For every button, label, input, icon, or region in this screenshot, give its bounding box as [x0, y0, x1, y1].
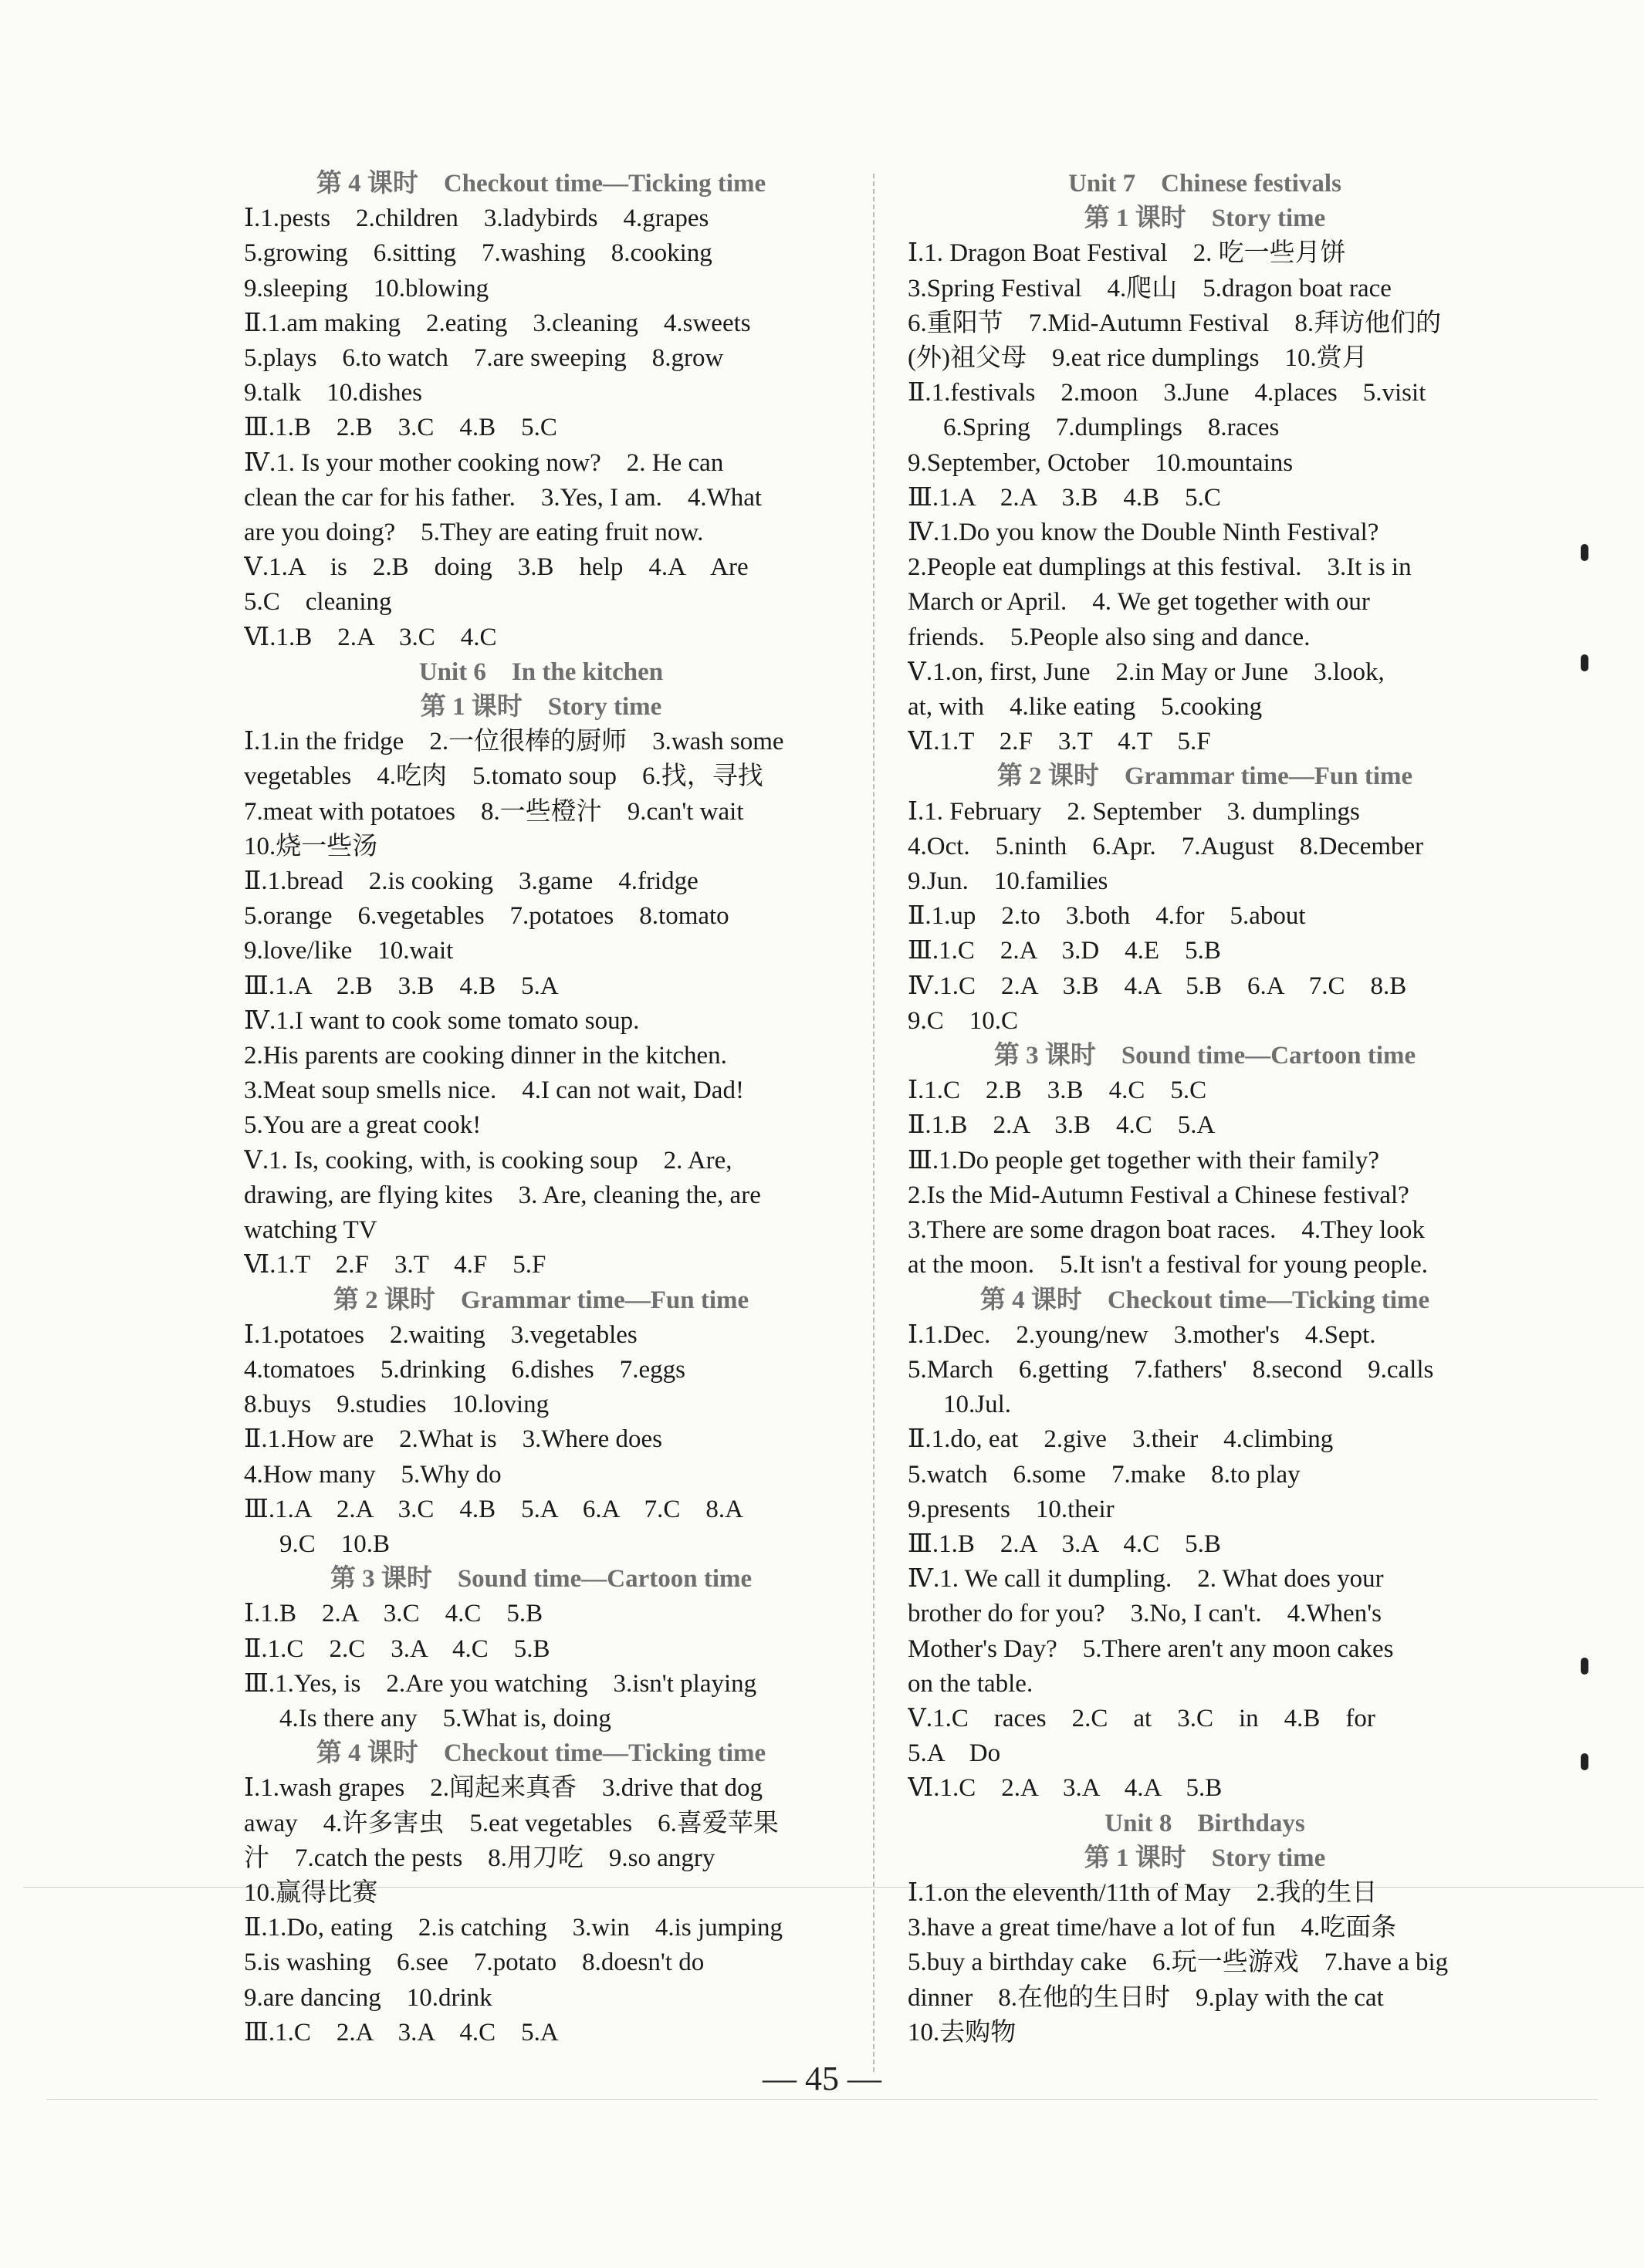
- answer-line: (外)祖父母 9.eat rice dumplings 10.赏月: [908, 344, 1368, 373]
- answer-line: 9.September, October 10.mountains: [908, 448, 1294, 477]
- answer-line: brother do for you? 3.No, I can't. 4.When's: [908, 1600, 1382, 1628]
- section-heading: Unit 7 Chinese festivals: [1068, 170, 1341, 198]
- left-answer-column: [244, 167, 838, 2050]
- section-heading: 第 3 课时 Sound time—Cartoon time: [993, 1042, 1416, 1070]
- answer-line: clean the car for his father. 3.Yes, I am. 4.What: [244, 483, 763, 512]
- answer-line: friends. 5.People also sing and dance.: [908, 623, 1311, 651]
- answer-line: 9.sleeping 10.blowing: [244, 274, 489, 303]
- answer-line: Ⅱ.1.C 2.C 3.A 4.C 5.B: [244, 1634, 550, 1663]
- answer-line: Ⅲ.1.C 2.A 3.D 4.E 5.B: [908, 937, 1221, 965]
- answer-line: Ⅲ.1.A 2.A 3.B 4.B 5.C: [908, 483, 1221, 512]
- answer-line: 9.love/like 10.wait: [244, 937, 454, 965]
- answer-line: 9.presents 10.their: [908, 1495, 1115, 1523]
- answer-line: are you doing? 5.They are eating fruit now.: [244, 519, 704, 547]
- answer-line: Ⅳ.1.I want to cook some tomato soup.: [244, 1006, 640, 1035]
- answer-line: Ⅲ.1.A 2.B 3.B 4.B 5.A: [244, 972, 559, 1000]
- answer-line: 10.去购物: [908, 2018, 1017, 2047]
- section-heading: Unit 6 In the kitchen: [418, 657, 664, 686]
- answer-line: 2.Is the Mid-Autumn Festival a Chinese festival?: [908, 1181, 1409, 1209]
- answer-line: Ⅳ.1. We call it dumpling. 2. What does your: [908, 1565, 1384, 1594]
- answer-line: Ⅰ.1.Dec. 2.young/new 3.mother's 4.Sept.: [908, 1320, 1376, 1349]
- answer-line: Ⅳ.1. Is your mother cooking now? 2. He can: [244, 448, 724, 477]
- answer-line: Ⅵ.1.T 2.F 3.T 4.F 5.F: [244, 1251, 546, 1279]
- answer-line: Ⅱ.1.up 2.to 3.both 4.for 5.about: [908, 902, 1306, 931]
- section-heading: 第 3 课时 Sound time—Cartoon time: [330, 1565, 753, 1594]
- answer-line: Ⅲ.1.A 2.A 3.C 4.B 5.A 6.A 7.C 8.A: [244, 1495, 743, 1523]
- answer-line: Ⅵ.1.T 2.F 3.T 4.T 5.F: [908, 728, 1211, 756]
- answer-line: dinner 8.在他的生日时 9.play with the cat: [908, 1983, 1384, 2012]
- answer-line: Ⅰ.1.on the eleventh/11th of May 2.我的生日: [908, 1878, 1378, 1907]
- answer-line: 4.Is there any 5.What is, doing: [279, 1704, 611, 1732]
- answer-line: 3.There are some dragon boat races. 4.They look: [908, 1216, 1425, 1245]
- answer-line: 7.meat with potatoes 8.一些橙汁 9.can't wait: [244, 797, 744, 826]
- answer-line: 3.Spring Festival 4.爬山 5.dragon boat race: [908, 274, 1392, 303]
- answer-line: 4.Oct. 5.ninth 6.Apr. 7.August 8.December: [908, 832, 1424, 860]
- answer-line: Ⅰ.1.in the fridge 2.一位很棒的厨师 3.wash some: [244, 728, 784, 756]
- answer-line: 10.赢得比赛: [244, 1878, 378, 1907]
- answer-line: at, with 4.like eating 5.cooking: [908, 693, 1263, 722]
- answer-line: Ⅴ.1.A is 2.B doing 3.B help 4.A Are: [244, 553, 749, 582]
- answer-line: 5.C cleaning: [244, 588, 392, 617]
- answer-line: Ⅰ.1. February 2. September 3. dumplings: [908, 797, 1360, 826]
- answer-line: 汁 7.catch the pests 8.用刀吃 9.so angry: [244, 1844, 715, 1872]
- section-heading: 第 2 课时 Grammar time—Fun time: [996, 762, 1413, 791]
- answer-line: 2.People eat dumplings at this festival. 3.It is in: [908, 553, 1412, 582]
- section-heading: Unit 8 Birthdays: [1104, 1809, 1305, 1837]
- answer-line: Ⅴ.1.on, first, June 2.in May or June 3.look,: [908, 657, 1385, 686]
- answer-line: on the table.: [908, 1669, 1033, 1698]
- answer-line: Mother's Day? 5.There aren't any moon cakes: [908, 1634, 1394, 1663]
- answer-line: Ⅲ.1.Do people get together with their family?: [908, 1146, 1379, 1175]
- binding-mark: [1581, 654, 1588, 671]
- answer-line: 8.buys 9.studies 10.loving: [244, 1391, 550, 1419]
- answer-line: March or April. 4. We get together with our: [908, 588, 1370, 617]
- answer-line: Ⅰ.1.wash grapes 2.闻起来真香 3.drive that dog: [244, 1774, 763, 1803]
- binding-mark: [1581, 1658, 1588, 1675]
- answer-line: at the moon. 5.It isn't a festival for young people.: [908, 1251, 1429, 1279]
- section-heading: 第 1 课时 Story time: [1084, 1844, 1326, 1872]
- answer-line: Ⅰ.1.potatoes 2.waiting 3.vegetables: [244, 1320, 638, 1349]
- answer-line: watching TV: [244, 1216, 377, 1245]
- answer-line: Ⅴ.1.C races 2.C at 3.C in 4.B for: [908, 1704, 1375, 1732]
- answer-line: 5.plays 6.to watch 7.are sweeping 8.grow: [244, 344, 724, 373]
- answer-line: Ⅰ.1.C 2.B 3.B 4.C 5.C: [908, 1077, 1207, 1105]
- answer-line: 9.talk 10.dishes: [244, 379, 422, 407]
- answer-line: away 4.许多害虫 5.eat vegetables 6.喜爱苹果: [244, 1809, 779, 1837]
- answer-line: vegetables 4.吃肉 5.tomato soup 6.找，寻找: [244, 762, 763, 791]
- section-heading: 第 1 课时 Story time: [420, 693, 662, 722]
- answer-line: 9.C 10.C: [908, 1006, 1019, 1035]
- answer-line: 5.growing 6.sitting 7.washing 8.cooking: [244, 239, 712, 268]
- answer-line: Ⅲ.1.B 2.B 3.C 4.B 5.C: [244, 414, 557, 442]
- answer-line: Ⅱ.1.How are 2.What is 3.Where does: [244, 1425, 663, 1454]
- answer-line: 5.You are a great cook!: [244, 1111, 482, 1140]
- answer-line: drawing, are flying kites 3. Are, cleaning the, are: [244, 1181, 761, 1209]
- answer-line: 6.Spring 7.dumplings 8.races: [943, 414, 1280, 442]
- answer-line: 5.is washing 6.see 7.potato 8.doesn't do: [244, 1949, 705, 1977]
- answer-line: 5.watch 6.some 7.make 8.to play: [908, 1460, 1301, 1489]
- answer-line: Ⅲ.1.B 2.A 3.A 4.C 5.B: [908, 1529, 1221, 1558]
- section-heading: 第 2 课时 Grammar time—Fun time: [333, 1286, 749, 1314]
- column-divider: [873, 174, 874, 2072]
- answer-line: Ⅰ.1. Dragon Boat Festival 2. 吃一些月饼: [908, 239, 1346, 268]
- section-heading: 第 4 课时 Checkout time—Ticking time: [979, 1286, 1430, 1314]
- bottom-rule: [46, 2099, 1598, 2100]
- binding-mark: [1581, 1753, 1588, 1770]
- answer-line: Ⅰ.1.B 2.A 3.C 4.C 5.B: [244, 1600, 543, 1628]
- answer-line: 10.烧一些汤: [244, 832, 378, 860]
- answer-line: 4.How many 5.Why do: [244, 1460, 502, 1489]
- answer-line: Ⅱ.1.B 2.A 3.B 4.C 5.A: [908, 1111, 1216, 1140]
- answer-line: 10.Jul.: [943, 1391, 1012, 1419]
- answer-line: 3.Meat soup smells nice. 4.I can not wait, Dad!: [244, 1077, 744, 1105]
- answer-line: 4.tomatoes 5.drinking 6.dishes 7.eggs: [244, 1355, 685, 1384]
- answer-line: 5.buy a birthday cake 6.玩一些游戏 7.have a big: [908, 1949, 1449, 1977]
- answer-line: Ⅱ.1.bread 2.is cooking 3.game 4.fridge: [244, 867, 699, 896]
- answer-line: Ⅳ.1.C 2.A 3.B 4.A 5.B 6.A 7.C 8.B: [908, 972, 1407, 1000]
- answer-line: Ⅲ.1.Yes, is 2.Are you watching 3.isn't playing: [244, 1669, 757, 1698]
- answer-line: 9.Jun. 10.families: [908, 867, 1108, 896]
- answer-line: Ⅵ.1.C 2.A 3.A 4.A 5.B: [908, 1774, 1223, 1803]
- answer-line: 6.重阳节 7.Mid-Autumn Festival 8.拜访他们的: [908, 309, 1442, 337]
- answer-line: 5.March 6.getting 7.fathers' 8.second 9.calls: [908, 1355, 1434, 1384]
- answer-line: 5.orange 6.vegetables 7.potatoes 8.tomato: [244, 902, 729, 931]
- answer-line: Ⅱ.1.Do, eating 2.is catching 3.win 4.is jumping: [244, 1914, 783, 1942]
- binding-mark: [1581, 544, 1588, 561]
- answer-line: 9.C 10.B: [279, 1529, 391, 1558]
- answer-line: Ⅰ.1.pests 2.children 3.ladybirds 4.grapes: [244, 204, 709, 233]
- answer-line: 3.have a great time/have a lot of fun 4.吃面条: [908, 1914, 1397, 1942]
- section-heading: 第 4 课时 Checkout time—Ticking time: [316, 170, 766, 198]
- answer-line: Ⅱ.1.festivals 2.moon 3.June 4.places 5.visit: [908, 379, 1426, 407]
- section-heading: 第 4 课时 Checkout time—Ticking time: [316, 1739, 766, 1768]
- answer-line: Ⅱ.1.do, eat 2.give 3.their 4.climbing: [908, 1425, 1334, 1454]
- answer-line: 5.A Do: [908, 1739, 1001, 1768]
- section-heading: 第 1 课时 Story time: [1084, 204, 1326, 233]
- answer-line: Ⅱ.1.am making 2.eating 3.cleaning 4.sweets: [244, 309, 751, 337]
- right-answer-column: [908, 167, 1502, 2050]
- answer-line: Ⅳ.1.Do you know the Double Ninth Festival?: [908, 519, 1379, 547]
- page-number: — 45 —: [763, 2060, 881, 2097]
- answer-line: 9.are dancing 10.drink: [244, 1983, 492, 2012]
- answer-line: Ⅴ.1. Is, cooking, with, is cooking soup 2. Are,: [244, 1146, 732, 1175]
- answer-line: Ⅵ.1.B 2.A 3.C 4.C: [244, 623, 497, 651]
- answer-line: 2.His parents are cooking dinner in the kitchen.: [244, 1042, 727, 1070]
- answer-line: Ⅲ.1.C 2.A 3.A 4.C 5.A: [244, 2018, 559, 2047]
